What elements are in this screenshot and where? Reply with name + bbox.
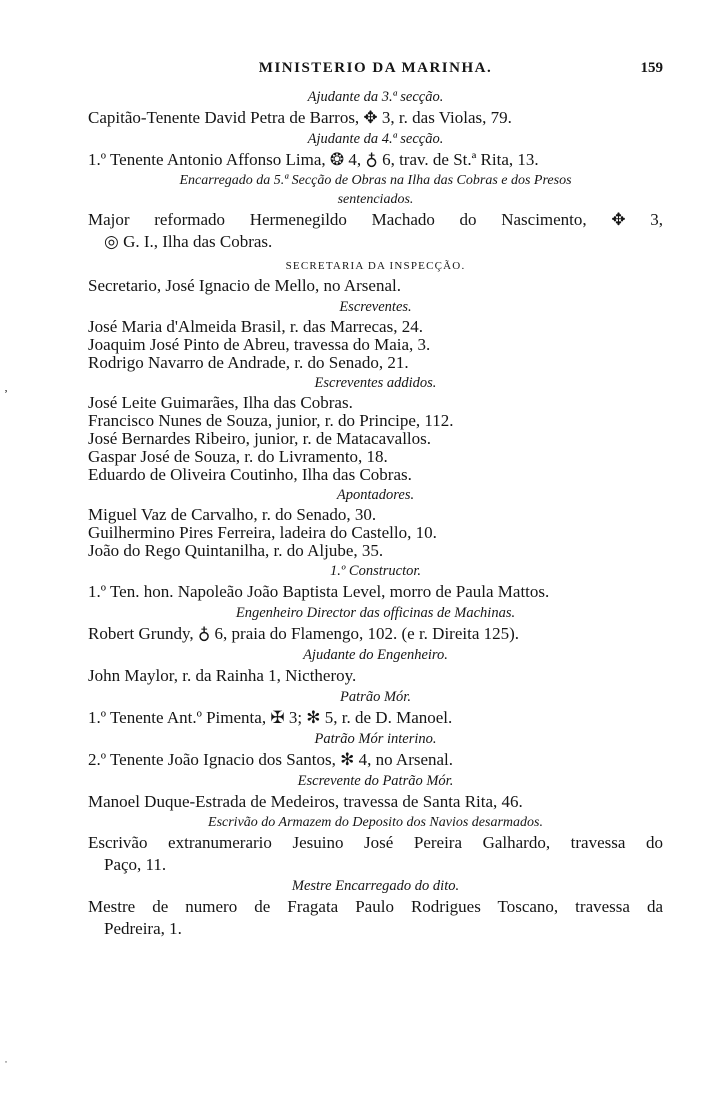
section-heading: Ajudante da 3.ª secção. [307,89,444,105]
entry: Capitão-Tenente David Petra de Barros, ✥ 3, r. das Violas, 79. [88,108,512,127]
list-item: Joaquim José Pinto de Abreu, travessa do Maia, 3. [88,335,431,354]
section-heading: Encarregado da 5.ª Secção de Obras na Ilha das Cobras e dos Presos [179,173,572,188]
section-heading: Patrão Mór. [340,689,411,705]
section-heading: 1.º Constructor. [329,563,422,579]
entry: 1.º Tenente Ant.º Pimenta, ✠ 3; ✻ 5, r. de D. Manoel. [88,708,453,727]
entry-continued: Paço, 11. [104,855,167,874]
page-number: 159 [640,60,663,76]
section-heading: Escreventes addidos. [314,375,437,391]
list-item: Miguel Vaz de Carvalho, r. do Senado, 30. [88,505,377,524]
margin-speck: ‚ [4,380,8,394]
list-item: Gaspar José de Souza, r. do Livramento, 18. [88,447,388,466]
section-heading: Ajudante da 4.ª secção. [307,131,444,147]
section-title: SECRETARIA DA INSPECÇÃO. [285,260,466,272]
section-heading: Patrão Mór interino. [314,731,437,747]
section-heading: Escreventes. [339,299,412,315]
entry: 2.º Tenente João Ignacio dos Santos, ✻ 4, no Arsenal. [88,750,454,769]
entry: 1.º Ten. hon. Napoleão João Baptista Level, morro de Paula Mattos. [88,582,550,601]
entry: Manoel Duque-Estrada de Medeiros, travessa de Santa Rita, 46. [88,792,523,811]
section-heading: Engenheiro Director das officinas de Machinas. [235,605,516,621]
list-item: José Leite Guimarães, Ilha das Cobras. [88,393,353,412]
section-heading: Ajudante do Engenheiro. [303,647,448,663]
list-item: José Maria d'Almeida Brasil, r. das Marrecas, 24. [88,317,423,336]
list-item: Eduardo de Oliveira Coutinho, Ilha das Cobras. [88,465,412,484]
list-item: Guilhermino Pires Ferreira, ladeira do Castello, 10. [88,523,437,542]
entry: Mestre de numero de Fragata Paulo Rodrigues Toscano, travessa da [88,897,663,916]
entry-continued: ◎ G. I., Ilha das Cobras. [104,232,273,251]
list-item: Rodrigo Navarro de Andrade, r. do Senado, 21. [88,353,409,372]
entry: Escrivão extranumerario Jesuino José Pereira Galhardo, travessa do [88,833,663,852]
margin-speck: ˙ [4,1058,8,1072]
page-body [88,86,663,941]
list-item: Francisco Nunes de Souza, junior, r. do Principe, 112. [88,411,454,430]
section-heading: Apontadores. [336,487,415,503]
entry: Secretario, José Ignacio de Mello, no Arsenal. [88,276,401,295]
running-head-title: MINISTERIO DA MARINHA. [258,60,493,76]
list-item: José Bernardes Ribeiro, junior, r. de Matacavallos. [88,429,432,448]
entry: 1.º Tenente Antonio Affonso Lima, ❂ 4, ♁ 6, trav. de St.ª Rita, 13. [88,150,539,169]
section-heading: Escrevente do Patrão Mór. [297,773,454,789]
entry: Major reformado Hermenegildo Machado do Nascimento, ✥ 3, [88,210,663,229]
section-heading-continued: sentenciados. [337,192,414,207]
entry: Robert Grundy, ♁ 6, praia do Flamengo, 102. (e r. Direita 125). [88,624,520,643]
list-item: João do Rego Quintanilha, r. do Aljube, 35. [88,541,384,560]
entry: John Maylor, r. da Rainha 1, Nictheroy. [88,666,357,685]
entry-continued: Pedreira, 1. [104,919,182,938]
section-heading: Mestre Encarregado do dito. [291,878,460,894]
running-head [88,60,663,84]
section-heading: Escrivão do Armazem do Deposito dos Navios desarmados. [208,815,543,830]
